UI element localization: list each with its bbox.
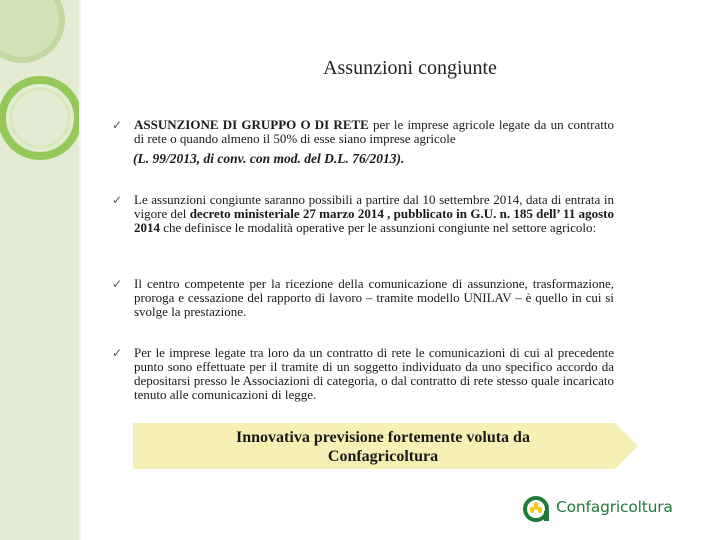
bullet-strong-text: decreto ministeriale 27 marzo 2014 , pubblicato in G.U. n. 185 dell’ 11 agosto 2014	[134, 206, 615, 235]
bullet-text	[134, 118, 614, 146]
bullet-after-text: che definisce le modalità operative per le assunzioni congiunte nel settore agricolo:	[160, 220, 597, 235]
bullet-item-4	[112, 346, 614, 402]
highlight-banner	[133, 423, 639, 469]
bullet-rest-text: per le imprese agricole legate da un contratto di rete o quando almeno il 50% di esse siano imprese agricole	[134, 117, 614, 146]
confagricoltura-logo-icon	[522, 495, 554, 523]
check-icon: ✓	[112, 118, 123, 132]
check-icon: ✓	[112, 346, 123, 360]
logo-wordmark: Confagricoltura	[556, 498, 673, 516]
slide-title: Assunzioni congiunte	[323, 57, 497, 79]
bullet-strong-text: ASSUNZIONE DI GRUPPO O DI RETE	[134, 117, 369, 132]
banner-text	[133, 428, 633, 466]
confagricoltura-logo	[522, 495, 702, 523]
sidebar-divider	[79, 0, 81, 540]
law-reference: (L. 99/2013, di conv. con mod. del D.L. 76/2013).	[133, 151, 405, 166]
banner-line-1: Innovativa previsione fortemente voluta da	[236, 429, 530, 446]
check-icon: ✓	[112, 193, 123, 207]
banner-line-2: Confagricoltura	[327, 448, 439, 465]
sidebar-rings-decoration	[0, 0, 79, 540]
bullet-before-text: Le assunzioni congiunte saranno possibili a partire dal 10 settembre 2014, data di entrata in vigore del	[134, 192, 614, 221]
bullet-text	[134, 193, 614, 235]
bullet-item-1	[112, 118, 614, 146]
decorative-sidebar	[0, 0, 79, 540]
check-icon: ✓	[112, 277, 123, 291]
bullet-item-3	[112, 277, 614, 319]
bullet-text: Per le imprese legate tra loro da un contratto di rete le comunicazioni di cui al precedente punto sono effettuate per il tramite di un soggetto individuato da uno specifico accordo da depositarsi presso le Associazioni di categoria, o dal contratto di rete stesso quale incaricato tenuto alle comunicazioni di legge.	[134, 345, 614, 402]
bullet-text: Il centro competente per la ricezione della comunicazione di assunzione, trasformazione, proroga e cessazione del rapporto di lavoro – tramite modello UNILAV – è quello in cui si svolge la prestazione.	[134, 276, 614, 319]
bullet-item-2	[112, 193, 614, 235]
